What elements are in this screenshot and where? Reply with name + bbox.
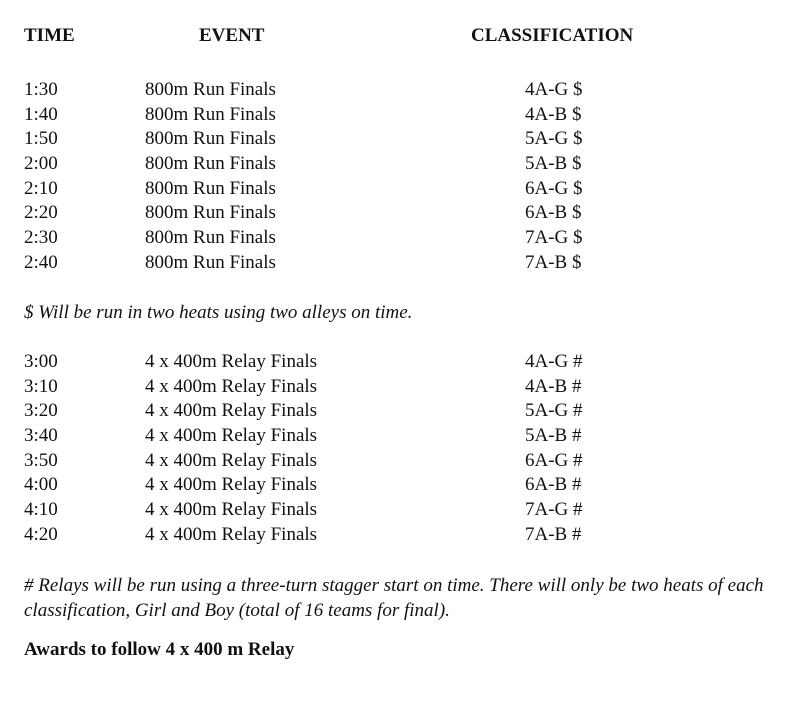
- time-cell: 2:20: [24, 202, 58, 224]
- event-cell: 4 x 400m Relay Finals: [145, 523, 318, 545]
- classification-cell: 4A-B #: [525, 375, 582, 397]
- awards-note: Awards to follow 4 x 400 m Relay: [24, 639, 295, 660]
- event-cell: 800m Run Finals: [145, 128, 276, 150]
- time-cell: 1:50: [24, 128, 58, 150]
- schedule-800m: [0, 78, 810, 276]
- time-cell: 3:40: [24, 425, 58, 447]
- classification-cell: 7A-B #: [525, 523, 582, 545]
- time-cell: 2:00: [24, 153, 58, 175]
- event-cell: 800m Run Finals: [145, 202, 276, 224]
- schedule-row: [0, 350, 810, 375]
- event-cell: 4 x 400m Relay Finals: [145, 449, 318, 471]
- time-cell: 2:30: [24, 227, 58, 249]
- classification-cell: 4A-G #: [525, 351, 583, 372]
- classification-cell: 4A-G $: [525, 79, 583, 100]
- time-cell: 3:20: [24, 400, 58, 422]
- classification-cell: 5A-G $: [525, 128, 583, 150]
- event-cell: 800m Run Finals: [145, 251, 276, 273]
- schedule-row: [0, 498, 810, 523]
- classification-cell: 7A-G $: [525, 227, 583, 249]
- schedule-row: [0, 523, 810, 548]
- time-cell: 4:00: [24, 474, 58, 496]
- time-cell: 1:40: [24, 103, 58, 125]
- header-time: TIME: [24, 25, 75, 46]
- classification-cell: 6A-G $: [525, 177, 583, 199]
- classification-cell: 7A-G #: [525, 499, 583, 521]
- schedule-row: [0, 399, 810, 424]
- schedule-row: [0, 449, 810, 474]
- schedule-row: [0, 375, 810, 400]
- schedule-row: [0, 201, 810, 226]
- event-cell: 4 x 400m Relay Finals: [145, 375, 318, 397]
- time-cell: 3:10: [24, 375, 58, 397]
- schedule-row: [0, 251, 810, 276]
- time-cell: 3:50: [24, 449, 58, 471]
- classification-cell: 6A-B $: [525, 202, 582, 224]
- time-cell: 2:40: [24, 251, 58, 273]
- event-cell: 4 x 400m Relay Finals: [145, 499, 318, 521]
- time-cell: 1:30: [24, 79, 58, 100]
- schedule-row: [0, 78, 810, 103]
- event-cell: 800m Run Finals: [145, 177, 276, 199]
- header-classification: CLASSIFICATION: [471, 25, 634, 46]
- classification-cell: 5A-G #: [525, 400, 583, 422]
- classification-cell: 6A-G #: [525, 449, 583, 471]
- event-cell: 4 x 400m Relay Finals: [145, 351, 318, 372]
- header-event: EVENT: [199, 25, 265, 46]
- event-cell: 800m Run Finals: [145, 153, 276, 175]
- schedule-row: [0, 473, 810, 498]
- time-cell: 2:10: [24, 177, 58, 199]
- schedule-row: [0, 127, 810, 152]
- schedule-row: [0, 152, 810, 177]
- note-800m-heats: $ Will be run in two heats using two alleys on time.: [24, 302, 413, 323]
- classification-cell: 4A-B $: [525, 103, 582, 125]
- note-relay-stagger: # Relays will be run using a three-turn stagger start on time. There will only be two heats of each classification, Girl and Boy (total of 16 teams for final).: [24, 575, 764, 621]
- classification-cell: 6A-B #: [525, 474, 582, 496]
- schedule-row: [0, 177, 810, 202]
- classification-cell: 5A-B #: [525, 425, 582, 447]
- event-cell: 800m Run Finals: [145, 227, 276, 249]
- event-cell: 800m Run Finals: [145, 103, 276, 125]
- event-cell: 800m Run Finals: [145, 79, 276, 100]
- classification-cell: 7A-B $: [525, 251, 582, 273]
- event-cell: 4 x 400m Relay Finals: [145, 425, 318, 447]
- schedule-relay: [0, 350, 810, 548]
- time-cell: 4:20: [24, 523, 58, 545]
- classification-cell: 5A-B $: [525, 153, 582, 175]
- time-cell: 4:10: [24, 499, 58, 521]
- schedule-row: [0, 424, 810, 449]
- time-cell: 3:00: [24, 351, 58, 372]
- schedule-row: [0, 226, 810, 251]
- event-cell: 4 x 400m Relay Finals: [145, 400, 318, 422]
- event-cell: 4 x 400m Relay Finals: [145, 474, 318, 496]
- schedule-row: [0, 103, 810, 128]
